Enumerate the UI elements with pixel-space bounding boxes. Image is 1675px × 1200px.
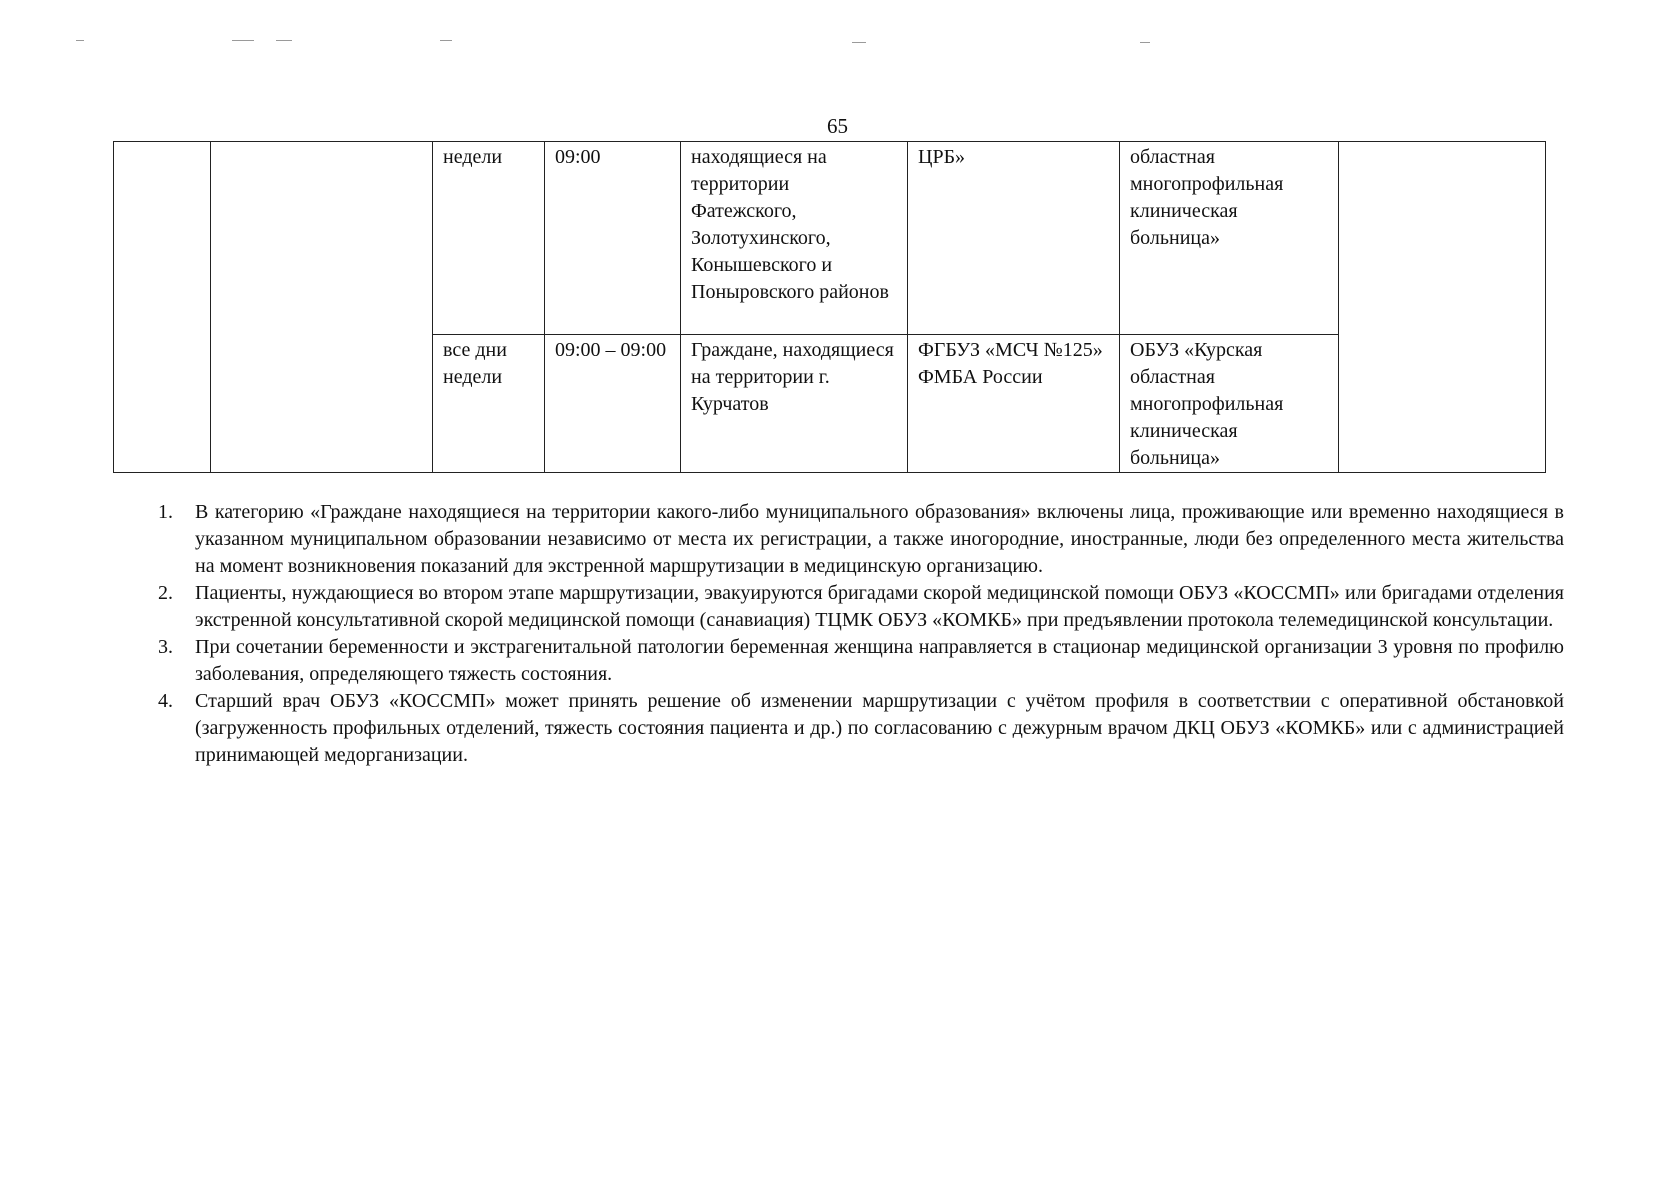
cell-second-level-org: ОБУЗ «Курская областная многопрофильная клиническая больница» xyxy=(1120,335,1339,473)
scan-artifact xyxy=(440,40,452,41)
cell-second-level-org: областная многопрофильная клиническая больница» xyxy=(1120,142,1339,335)
scan-artifact xyxy=(276,40,292,41)
footnotes-list xyxy=(150,499,1564,769)
scan-artifact xyxy=(76,40,84,41)
footnote-number: 2. xyxy=(158,582,173,604)
footnote-number: 1. xyxy=(158,501,173,523)
scan-artifact xyxy=(1140,42,1150,43)
table-cell-empty xyxy=(1339,142,1546,473)
table-cell-empty xyxy=(211,142,433,473)
cell-first-level-org: ФГБУЗ «МСЧ №125» ФМБА России xyxy=(908,335,1120,473)
cell-days: недели xyxy=(433,142,545,335)
footnote-item xyxy=(150,580,1564,634)
footnote-item xyxy=(150,634,1564,688)
footnote-text: Старший врач ОБУЗ «КОССМП» может принять решение об изменении маршрутизации с учётом профиля в соответствии с оперативной обстановкой (загруженность профильных отделений, тяжесть состояния пациента и др.) по согласованию с дежурным врачом ДКЦ ОБУЗ «КОМКБ» или с администрацией принимающей медорганизации. xyxy=(195,690,1564,766)
cell-days: все дни недели xyxy=(433,335,545,473)
cell-patient-category: находящиеся на территории Фатежского, Золотухинского, Конышевского и Поныровского районов xyxy=(681,142,908,335)
cell-first-level-org: ЦРБ» xyxy=(908,142,1120,335)
footnote-item xyxy=(150,499,1564,580)
cell-time: 09:00 xyxy=(545,142,681,335)
footnote-text: Пациенты, нуждающиеся во втором этапе маршрутизации, эвакуируются бригадами скорой медицинской помощи ОБУЗ «КОССМП» или бригадами отделения экстренной консультативной скорой медицинской помощи (санавиация) ТЦМК ОБУЗ «КОМКБ» при предъявлении протокола телемедицинской консультации. xyxy=(195,582,1564,631)
cell-time: 09:00 – 09:00 xyxy=(545,335,681,473)
footnote-number: 4. xyxy=(158,690,173,712)
table-row xyxy=(114,142,1546,335)
footnote-text: В категорию «Граждане находящиеся на территории какого-либо муниципального образования» включены лица, проживающие или временно находящиеся в указанном муниципальном образовании независимо от места их регистрации, а также иногородние, иностранные, люди без определенного места жительства на момент возникновения показаний для экстренной маршрутизации в медицинскую организацию. xyxy=(195,501,1564,577)
page-number: 65 xyxy=(827,114,848,138)
routing-table xyxy=(113,141,1546,473)
footnote-number: 3. xyxy=(158,636,173,658)
table-cell-empty xyxy=(114,142,211,473)
footnote-item xyxy=(150,688,1564,769)
scan-artifact xyxy=(852,42,866,43)
cell-patient-category: Граждане, находящиеся на территории г. Курчатов xyxy=(681,335,908,473)
footnote-text: При сочетании беременности и экстрагенитальной патологии беременная женщина направляется в стационар медицинской организации 3 уровня по профилю заболевания, определяющего тяжесть состояния. xyxy=(195,636,1564,685)
scan-artifact xyxy=(232,40,254,41)
